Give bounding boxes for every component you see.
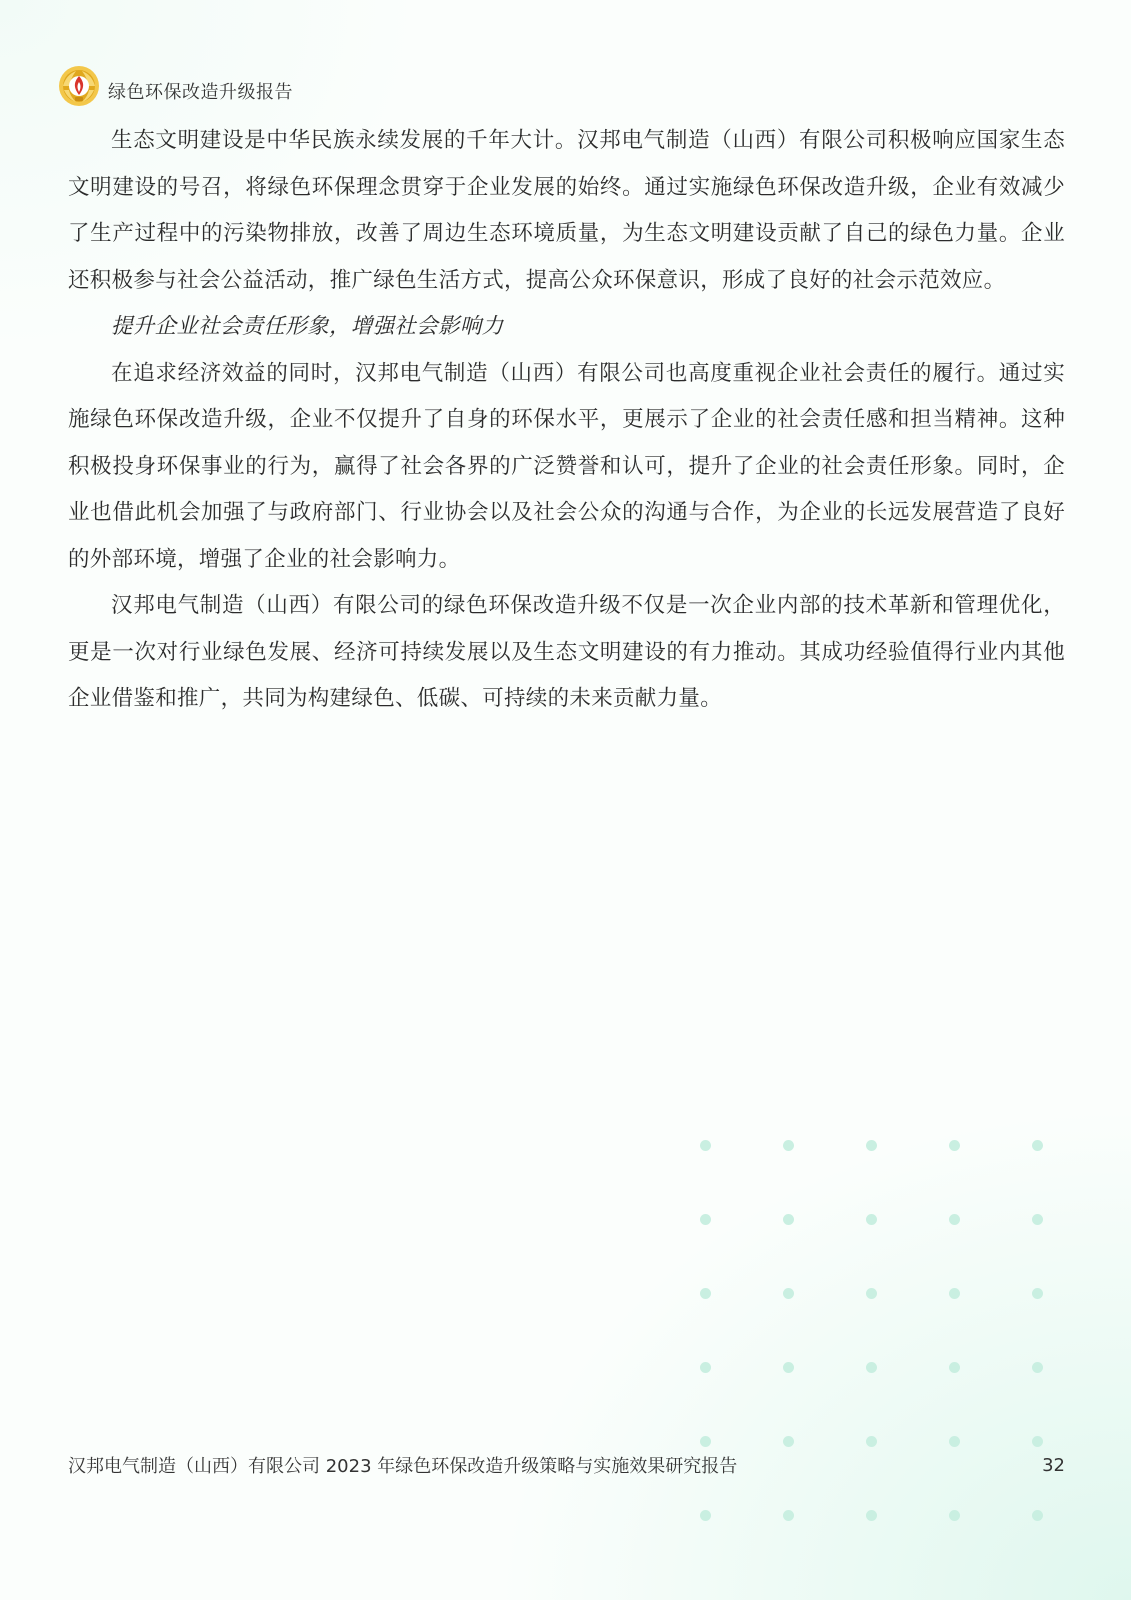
decorative-dot [783, 1288, 794, 1299]
decorative-dot [1032, 1362, 1043, 1373]
decorative-dot [1032, 1436, 1043, 1447]
decorative-dot [700, 1140, 711, 1151]
paragraph-ecological-civilization: 生态文明建设是中华民族永续发展的千年大计。汉邦电气制造（山西）有限公司积极响应国家生态文明建设的号召，将绿色环保理念贯穿于企业发展的始终。通过实施绿色环保改造升级，企业有效减少了生产过程中的污染物排放，改善了周边生态环境质量，为生态文明建设贡献了自己的绿色力量。企业还积极参与社会公益活动，推广绿色生活方式，提高公众环保意识，形成了良好的社会示范效应。 [68, 128, 1065, 293]
decorative-dot [1032, 1140, 1043, 1151]
decorative-dot [866, 1362, 877, 1373]
decorative-dot [700, 1214, 711, 1225]
decorative-dot [866, 1436, 877, 1447]
paragraph-social-responsibility: 在追求经济效益的同时，汉邦电气制造（山西）有限公司也高度重视企业社会责任的履行。通过实施绿色环保改造升级，企业不仅提升了自身的环保水平，更展示了企业的社会责任感和担当精神。这种积极投身环保事业的行为，赢得了社会各界的广泛赞誉和认可，提升了企业的社会责任形象。同时，企业也借此机会加强了与政府部门、行业协会以及社会公众的沟通与合作，为企业的长远发展营造了良好的外部环境，增强了企业的社会影响力。 [68, 360, 1065, 572]
decorative-dot [700, 1362, 711, 1373]
company-emblem-icon [58, 65, 100, 107]
decorative-dot [866, 1288, 877, 1299]
decorative-dot-grid [700, 1140, 1100, 1540]
footer-report-title: 汉邦电气制造（山西）有限公司 2023 年绿色环保改造升级策略与实施效果研究报告 [68, 1456, 738, 1477]
decorative-dot [783, 1436, 794, 1447]
decorative-dot [949, 1288, 960, 1299]
decorative-dot [949, 1510, 960, 1521]
decorative-dot [866, 1140, 877, 1151]
decorative-dot [783, 1140, 794, 1151]
page-number: 32 [1042, 1454, 1065, 1476]
decorative-dot [700, 1436, 711, 1447]
decorative-dot [949, 1214, 960, 1225]
decorative-dot [1032, 1510, 1043, 1521]
decorative-dot [700, 1510, 711, 1521]
paragraph-conclusion: 汉邦电气制造（山西）有限公司的绿色环保改造升级不仅是一次企业内部的技术革新和管理优化，更是一次对行业绿色发展、经济可持续发展以及生态文明建设的有力推动。其成功经验值得行业内其他企业借鉴和推广，共同为构建绿色、低碳、可持续的未来贡献力量。 [68, 593, 1065, 711]
decorative-dot [700, 1288, 711, 1299]
decorative-dot [866, 1510, 877, 1521]
page-header [58, 64, 293, 108]
decorative-dot [783, 1510, 794, 1521]
decorative-dot [1032, 1214, 1043, 1225]
decorative-dot [949, 1140, 960, 1151]
decorative-dot [783, 1362, 794, 1373]
decorative-dot [949, 1362, 960, 1373]
section-subheading: 提升企业社会责任形象，增强社会影响力 [111, 314, 504, 339]
page-footer [68, 1452, 1065, 1478]
header-title: 绿色环保改造升级报告 [108, 82, 293, 103]
decorative-dot [866, 1214, 877, 1225]
decorative-dot [783, 1214, 794, 1225]
main-content [68, 118, 1065, 723]
decorative-dot [949, 1436, 960, 1447]
decorative-dot [1032, 1288, 1043, 1299]
